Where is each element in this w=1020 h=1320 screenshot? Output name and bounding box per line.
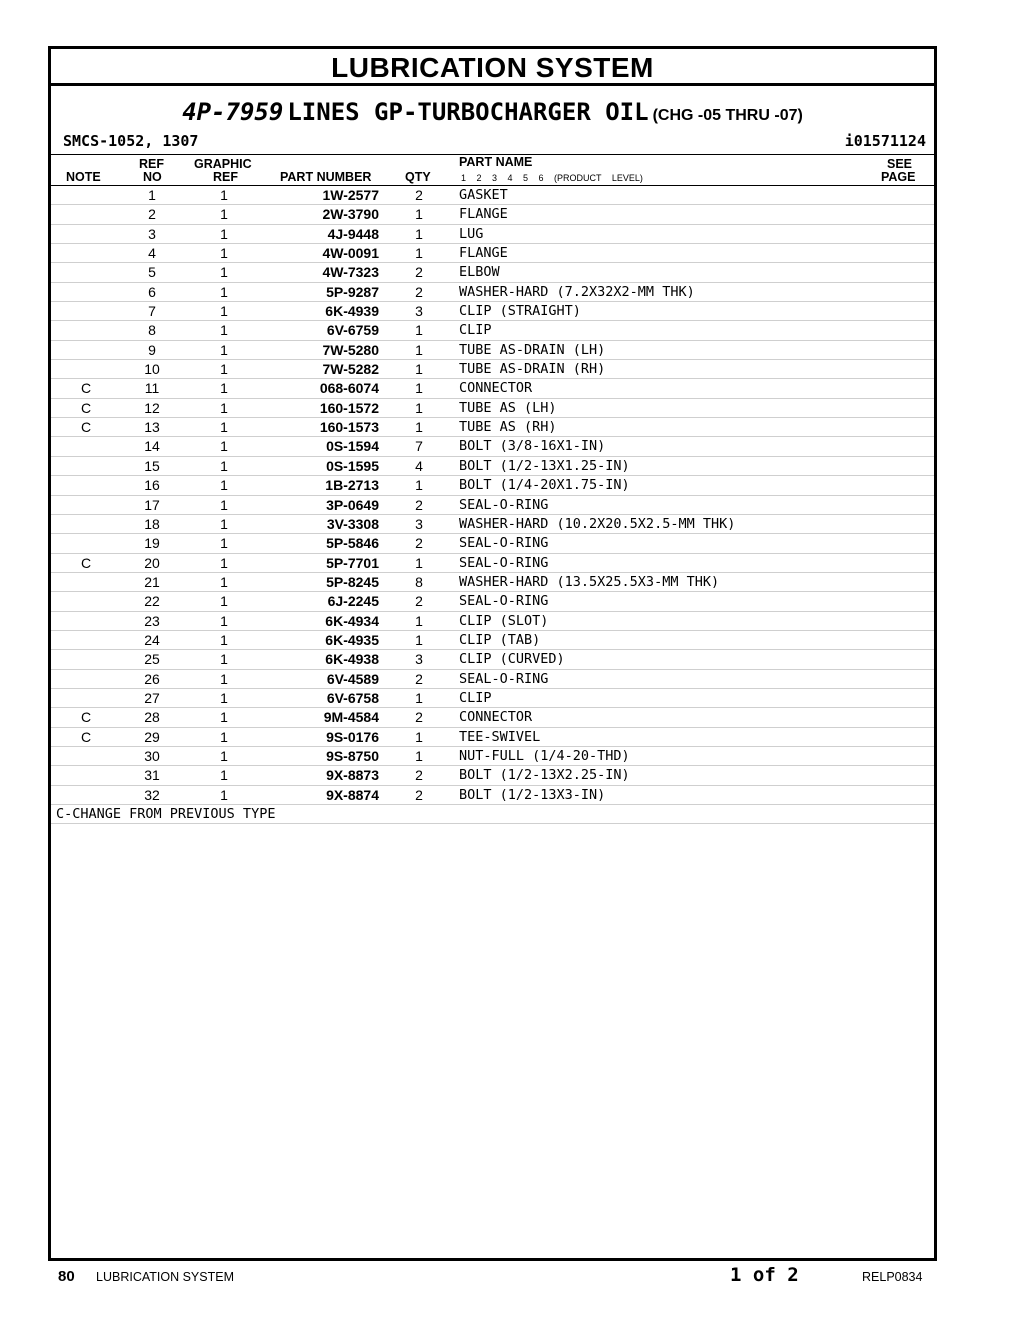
table-row — [51, 670, 934, 689]
ref-no-cell: 16 — [144, 477, 160, 494]
table-row — [51, 612, 934, 631]
part-name-cell: BOLT (1/4-20X1.75-IN) — [459, 477, 630, 494]
part-number-cell: 6K-4934 — [325, 612, 379, 629]
part-number-cell: 160-1572 — [319, 399, 379, 416]
ref-no-cell: 10 — [144, 361, 160, 378]
table-row — [51, 437, 934, 456]
part-name-cell: CLIP (SLOT) — [459, 612, 549, 629]
part-number-cell: 5P-7701 — [326, 554, 379, 571]
note-cell: C — [80, 554, 92, 571]
graphic-ref-cell: 1 — [220, 187, 228, 203]
part-number-cell: 160-1573 — [319, 419, 379, 436]
change-range: (CHG -05 THRU -07) — [652, 107, 803, 124]
part-number-cell: 6V-4589 — [326, 670, 379, 687]
section-title: LUBRICATION SYSTEM — [51, 49, 934, 86]
table-row — [51, 631, 934, 650]
qty-cell: 1 — [415, 380, 423, 397]
ref-no-cell: 9 — [148, 341, 156, 358]
header-qty: QTY — [405, 170, 431, 184]
table-row — [51, 418, 934, 437]
table-row — [51, 534, 934, 553]
part-name-cell: TUBE AS (RH) — [459, 419, 557, 436]
part-number-cell: 0S-1594 — [326, 438, 379, 455]
graphic-ref-cell: 1 — [220, 573, 228, 590]
ref-no-cell: 30 — [144, 747, 160, 764]
qty-cell: 1 — [415, 399, 423, 416]
ref-no-cell: 20 — [144, 554, 160, 571]
part-number-cell: 4W-7323 — [322, 264, 379, 281]
qty-cell: 1 — [415, 245, 423, 262]
part-number-cell: 3V-3308 — [326, 515, 379, 532]
table-row — [51, 302, 934, 321]
ref-no-cell: 23 — [144, 612, 160, 629]
ref-no-cell: 17 — [144, 496, 160, 513]
header-ref-top: REF — [139, 157, 164, 171]
part-name-cell: SEAL-O-RING — [459, 593, 549, 610]
graphic-ref-cell: 1 — [220, 264, 228, 281]
ref-no-cell: 12 — [144, 399, 160, 416]
graphic-ref-cell: 1 — [220, 361, 228, 378]
qty-cell: 2 — [415, 670, 423, 687]
header-see-top: SEE — [887, 157, 913, 171]
graphic-ref-cell: 1 — [220, 767, 228, 784]
part-number-cell: 9X-8874 — [326, 786, 379, 803]
footer-section: LUBRICATION SYSTEM — [96, 1270, 234, 1284]
part-number-cell: 068-6074 — [319, 380, 379, 397]
graphic-ref-cell: 1 — [220, 245, 228, 262]
graphic-ref-cell: 1 — [220, 515, 228, 532]
part-name-cell: CLIP — [459, 689, 492, 706]
table-row — [51, 786, 934, 805]
part-number-cell: 6J-2245 — [327, 593, 379, 610]
ref-no-cell: 6 — [148, 283, 156, 300]
part-name-cell: GASKET — [459, 187, 508, 203]
header-ref-bottom: NO — [143, 170, 162, 184]
graphic-ref-cell: 1 — [220, 689, 228, 706]
ref-no-cell: 7 — [148, 303, 156, 320]
qty-cell: 1 — [415, 689, 423, 706]
qty-cell: 2 — [415, 767, 423, 784]
qty-cell: 3 — [415, 303, 423, 320]
table-row — [51, 457, 934, 476]
part-number-cell: 4W-0091 — [322, 245, 379, 262]
graphic-ref-cell: 1 — [220, 651, 228, 668]
ref-no-cell: 28 — [144, 709, 160, 726]
part-name-cell: NUT-FULL (1/4-20-THD) — [459, 747, 630, 764]
graphic-ref-cell: 1 — [220, 747, 228, 764]
part-number-cell: 9S-8750 — [326, 747, 379, 764]
table-row — [51, 244, 934, 263]
graphic-ref-cell: 1 — [220, 477, 228, 494]
part-name-cell: CLIP (TAB) — [459, 631, 541, 648]
graphic-ref-cell: 1 — [220, 322, 228, 339]
part-name-cell: LUG — [459, 225, 484, 242]
graphic-ref-cell: 1 — [220, 283, 228, 300]
change-footnote: C-CHANGE FROM PREVIOUS TYPE — [51, 805, 934, 824]
ref-no-cell: 4 — [148, 245, 156, 262]
part-name-cell: CLIP — [459, 322, 492, 339]
part-number-cell: 9S-0176 — [326, 728, 379, 745]
ref-no-cell: 24 — [144, 631, 160, 648]
ref-no-cell: 25 — [144, 651, 160, 668]
part-name-cell: WASHER-HARD (7.2X32X2-MM THK) — [459, 283, 695, 300]
header-part-name: PART NAME — [459, 155, 533, 169]
table-row — [51, 708, 934, 727]
footer-page-of: 1 of 2 — [730, 1264, 799, 1286]
part-name-cell: TUBE AS-DRAIN (LH) — [459, 341, 606, 358]
qty-cell: 1 — [415, 631, 423, 648]
graphic-ref-cell: 1 — [220, 341, 228, 358]
graphic-ref-cell: 1 — [220, 419, 228, 436]
header-note: NOTE — [66, 170, 101, 184]
table-row — [51, 205, 934, 224]
part-name-cell: FLANGE — [459, 245, 508, 262]
part-name-cell: CONNECTOR — [459, 709, 533, 726]
part-number-cell: 9M-4584 — [323, 709, 379, 726]
part-name-cell: BOLT (1/2-13X1.25-IN) — [459, 457, 630, 474]
table-row — [51, 263, 934, 282]
part-number-cell: 4J-9448 — [327, 225, 379, 242]
ref-no-cell: 1 — [148, 187, 156, 203]
ref-no-cell: 14 — [144, 438, 160, 455]
part-name-cell: WASHER-HARD (10.2X20.5X2.5-MM THK) — [459, 515, 736, 532]
qty-cell: 1 — [415, 341, 423, 358]
note-cell: C — [80, 399, 92, 416]
qty-cell: 1 — [415, 322, 423, 339]
graphic-ref-cell: 1 — [220, 225, 228, 242]
table-row — [51, 766, 934, 785]
graphic-ref-cell: 1 — [220, 728, 228, 745]
qty-cell: 2 — [415, 496, 423, 513]
ref-no-cell: 29 — [144, 728, 160, 745]
qty-cell: 1 — [415, 206, 423, 223]
graphic-ref-cell: 1 — [220, 709, 228, 726]
part-number-cell: 5P-9287 — [326, 283, 379, 300]
part-name-cell: CLIP (STRAIGHT) — [459, 303, 581, 320]
part-number-cell: 0S-1595 — [326, 457, 379, 474]
part-name-cell: TUBE AS (LH) — [459, 399, 557, 416]
qty-cell: 2 — [415, 786, 423, 803]
part-number-cell: 1W-2577 — [322, 187, 379, 203]
ref-no-cell: 32 — [144, 786, 160, 803]
table-row — [51, 554, 934, 573]
graphic-ref-cell: 1 — [220, 535, 228, 552]
ref-no-cell: 5 — [148, 264, 156, 281]
ref-no-cell: 13 — [144, 419, 160, 436]
footer-page-number: 80 — [58, 1268, 75, 1285]
table-row — [51, 341, 934, 360]
smcs-row — [51, 130, 934, 155]
table-row — [51, 747, 934, 766]
part-name-cell: BOLT (3/8-16X1-IN) — [459, 438, 606, 455]
qty-cell: 1 — [415, 612, 423, 629]
qty-cell: 2 — [415, 283, 423, 300]
header-product-levels: 1 2 3 4 5 6 (PRODUCT LEVEL) — [461, 173, 643, 183]
ref-no-cell: 31 — [144, 767, 160, 784]
graphic-ref-cell: 1 — [220, 496, 228, 513]
ref-no-cell: 27 — [144, 689, 160, 706]
part-number-cell: 6K-4935 — [325, 631, 379, 648]
part-number-cell: 7W-5280 — [322, 341, 379, 358]
note-cell: C — [80, 419, 92, 436]
part-name-cell: SEAL-O-RING — [459, 496, 549, 513]
header-part-number: PART NUMBER — [280, 170, 372, 184]
qty-cell: 8 — [415, 573, 423, 590]
group-part-number: 4P-7959 — [182, 98, 284, 126]
part-name-cell: BOLT (1/2-13X3-IN) — [459, 786, 606, 803]
part-name-cell: SEAL-O-RING — [459, 554, 549, 571]
qty-cell: 1 — [415, 419, 423, 436]
table-row — [51, 476, 934, 495]
part-name-cell: TUBE AS-DRAIN (RH) — [459, 361, 606, 378]
illustration-id: i01571124 — [844, 132, 926, 150]
parts-page-frame — [48, 46, 937, 1261]
table-header — [51, 155, 934, 186]
ref-no-cell: 2 — [148, 206, 156, 223]
qty-cell: 2 — [415, 187, 423, 203]
ref-no-cell: 26 — [144, 670, 160, 687]
graphic-ref-cell: 1 — [220, 670, 228, 687]
part-number-cell: 7W-5282 — [322, 361, 379, 378]
part-name-cell: SEAL-O-RING — [459, 535, 549, 552]
table-row — [51, 360, 934, 379]
qty-cell: 1 — [415, 747, 423, 764]
part-number-cell: 5P-5846 — [326, 535, 379, 552]
ref-no-cell: 8 — [148, 322, 156, 339]
group-description: LINES GP-TURBOCHARGER OIL — [287, 98, 649, 126]
table-row — [51, 728, 934, 747]
ref-no-cell: 3 — [148, 225, 156, 242]
qty-cell: 1 — [415, 477, 423, 494]
qty-cell: 2 — [415, 593, 423, 610]
note-cell: C — [80, 380, 92, 397]
footer-doc-code: RELP0834 — [862, 1270, 923, 1284]
qty-cell: 7 — [415, 438, 423, 455]
part-name-cell: CONNECTOR — [459, 380, 533, 397]
graphic-ref-cell: 1 — [220, 593, 228, 610]
qty-cell: 1 — [415, 225, 423, 242]
part-number-cell: 6V-6759 — [326, 322, 379, 339]
table-row — [51, 496, 934, 515]
qty-cell: 3 — [415, 515, 423, 532]
part-name-cell: SEAL-O-RING — [459, 670, 549, 687]
graphic-ref-cell: 1 — [220, 786, 228, 803]
table-row — [51, 573, 934, 592]
table-row — [51, 379, 934, 398]
graphic-ref-cell: 1 — [220, 303, 228, 320]
part-number-cell: 6V-6758 — [326, 689, 379, 706]
graphic-ref-cell: 1 — [220, 612, 228, 629]
part-number-cell: 5P-8245 — [326, 573, 379, 590]
qty-cell: 1 — [415, 361, 423, 378]
graphic-ref-cell: 1 — [220, 438, 228, 455]
part-name-cell: FLANGE — [459, 206, 508, 223]
ref-no-cell: 11 — [144, 380, 160, 397]
table-row — [51, 399, 934, 418]
part-number-cell: 6K-4938 — [325, 651, 379, 668]
part-number-cell: 9X-8873 — [326, 767, 379, 784]
part-number-cell: 1B-2713 — [325, 477, 379, 494]
qty-cell: 4 — [415, 457, 423, 474]
table-row — [51, 321, 934, 340]
qty-cell: 1 — [415, 554, 423, 571]
header-see-bottom: PAGE — [881, 170, 916, 184]
part-name-cell: BOLT (1/2-13X2.25-IN) — [459, 767, 630, 784]
header-graphic-top: GRAPHIC — [194, 157, 252, 171]
part-name-cell: ELBOW — [459, 264, 500, 281]
part-name-cell: WASHER-HARD (13.5X25.5X3-MM THK) — [459, 573, 720, 590]
graphic-ref-cell: 1 — [220, 457, 228, 474]
header-graphic-bottom: REF — [213, 170, 238, 184]
part-name-cell: CLIP (CURVED) — [459, 651, 565, 668]
graphic-ref-cell: 1 — [220, 399, 228, 416]
graphic-ref-cell: 1 — [220, 631, 228, 648]
ref-no-cell: 18 — [144, 515, 160, 532]
smcs-code: SMCS-1052, 1307 — [63, 132, 199, 150]
note-cell: C — [80, 728, 92, 745]
table-row — [51, 650, 934, 669]
ref-no-cell: 15 — [144, 457, 160, 474]
table-row — [51, 515, 934, 534]
table-row — [51, 689, 934, 708]
table-row — [51, 225, 934, 244]
table-row — [51, 592, 934, 611]
qty-cell: 2 — [415, 709, 423, 726]
ref-no-cell: 22 — [144, 593, 160, 610]
ref-no-cell: 21 — [144, 573, 160, 590]
part-number-cell: 3P-0649 — [326, 496, 379, 513]
ref-no-cell: 19 — [144, 535, 160, 552]
qty-cell: 3 — [415, 651, 423, 668]
page-footer — [0, 1262, 1020, 1292]
graphic-ref-cell: 1 — [220, 554, 228, 571]
part-number-cell: 2W-3790 — [322, 206, 379, 223]
note-cell: C — [80, 709, 92, 726]
part-name-cell: TEE-SWIVEL — [459, 728, 541, 745]
qty-cell: 2 — [415, 535, 423, 552]
table-row — [51, 283, 934, 302]
qty-cell: 1 — [415, 728, 423, 745]
table-row — [51, 186, 934, 205]
qty-cell: 2 — [415, 264, 423, 281]
group-heading — [51, 86, 934, 130]
graphic-ref-cell: 1 — [220, 206, 228, 223]
graphic-ref-cell: 1 — [220, 380, 228, 397]
parts-table-body — [51, 186, 934, 805]
part-number-cell: 6K-4939 — [325, 303, 379, 320]
